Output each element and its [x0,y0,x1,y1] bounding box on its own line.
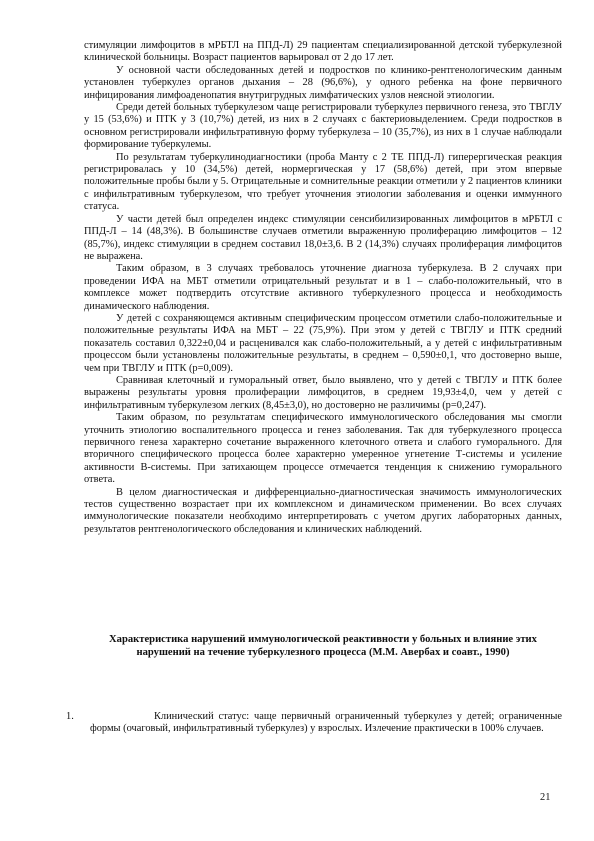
paragraph: Сравнивая клеточный и гуморальный ответ, было выявлено, что у детей с ТВГЛУ и ПТК более выражены результаты уровня пролиферации лимфоцитов, в среднем 19,93±4,0, чем у детей с инфильтративным туберкулезом легких (8,45±3,0), но достоверно не различимы (р=0,247). [84,374,562,411]
body-text [84,40,562,536]
paragraph: Таким образом, по результатам специфического иммунологического обследования мы смогли уточнить этиологию воспалительного процесса и генез заболевания. Так для туберкулезного процесса первичного генеза характерно сочетание выраженного клеточного ответа и слабого гуморального. Для вторичного специфического процесса более характерно умеренное угнетение Т-системы и усиление активности В-системы. При затихающем процессе отмечается тенденция к снижению гуморального ответа. [84,412,562,486]
list-item-text: Клинический статус: чаще первичный ограниченный туберкулез у детей; ограниченные формы (очаговый, инфильтративный туберкулез) у взрослых. Излечение практически в 100% случаев. [90,711,562,735]
paragraph: Среди детей больных туберкулезом чаще регистрировали туберкулез первичного генеза, это ТВГЛУ у 15 (53,6%) и ПТК у 3 (10,7%) детей, из них в 2 случаях с бактериовыделением. Среди подростков в основном регистрировали инфильтративную форму туберкулеза – 10 (35,7%), из них в 1 случае наблюдали формирование туберкулемы. [84,102,562,151]
paragraph: У основной части обследованных детей и подростков по клинико-рентгенологическим данным установлен туберкулез органов дыхания – 28 (96,6%), у одного ребенка на фоне первичного инфицирования лимфоаденопатия внутригрудных лимфатических узлов неясной этиологии. [84,64,562,101]
paragraph: В целом диагностическая и дифференциально-диагностическая значимость иммунологических тестов существенно возрастает при их комплексном и динамическом применении. Во всех случаях иммунологические показатели необходимо интерпретировать с учетом других лабораторных данных, результатов рентгенологического обследования и клинических наблюдений. [84,486,562,535]
paragraph: У детей с сохраняющемся активным специфическим процессом отметили слабо-положительные и положительные результаты ИФА на МБТ – 22 (75,9%). При этом у детей с ТВГЛУ и ПТК средний показатель составил 0,322±0,04 и расценивался как слабо-положительный, а у детей с инфильтративным процессом были установлены положительные результаты, в среднем – 0,590±0,1, что достоверно выше, чем при ТВГЛУ и ПТК (р=0,009). [84,312,562,374]
list-item-number: 1. [66,711,74,722]
paragraph: стимуляции лимфоцитов в мРБТЛ на ППД-Л) 29 пациентам специализированной детской туберкулезной клинической больницы. Возраст пациентов варьировал от 2 до 17 лет. [84,40,562,64]
paragraph: Таким образом, в 3 случаях требовалось уточнение диагноза туберкулеза. В 2 случаях при проведении ИФА на МБТ отметили отрицательный результат и в 1 – слабо-положительный, что в комплексе может подтвердить отсутствие активного туберкулезного процесса и необходимость динамического наблюдения. [84,263,562,312]
paragraph: По результатам туберкулинодиагностики (проба Манту с 2 ТЕ ППД-Л) гиперергическая реакция регистрировалась у 10 (34,5%) детей, нормергическая у 17 (58,6%) детей, при этом впервые положительные пробы были у 5. Отрицательные и сомнительные реакции отметили у 2 пациентов клиники с инфильтративным туберкулезом, что требует уточнения этиологии заболевания и оценки иммунного статуса. [84,151,562,213]
paragraph: У части детей был определен индекс стимуляции сенсибилизированных лимфоцитов в мРБТЛ с ППД-Л – 14 (48,3%). В большинстве случаев отметили выраженную пролиферацию лимфоцитов – 12 (85,7%), индекс стимуляции в среднем составил 18,0±3,6. В 2 (14,3%) случаях пролиферация лимфоцитов не выражена. [84,213,562,262]
section-heading: Характеристика нарушений иммунологической реактивности у больных и влияние этих нарушений на течение туберкулезного процесса (М.М. Авербах и соавт., 1990) [109,634,537,658]
page-number: 21 [540,792,551,803]
